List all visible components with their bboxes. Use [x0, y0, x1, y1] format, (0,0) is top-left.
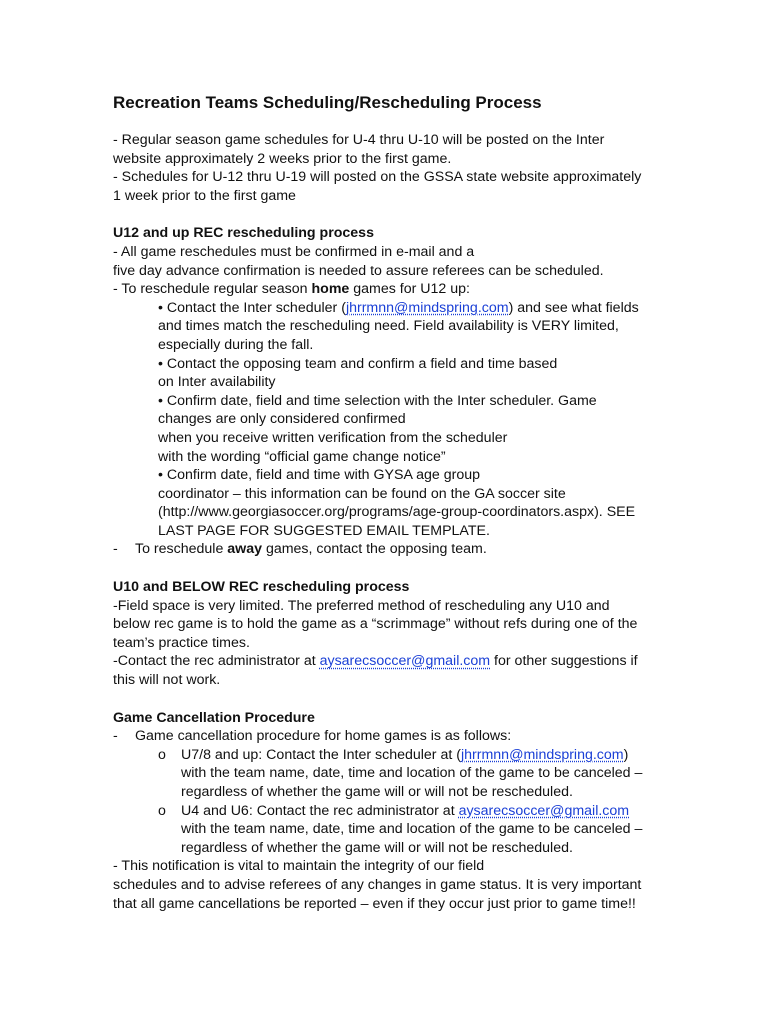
- u10-line: team’s practice times.: [113, 634, 250, 651]
- bullet-line: when you receive written verification from the scheduler: [158, 429, 508, 446]
- notification-line: that all game cancellations be reported – even if they occur just prior to game time!!: [113, 895, 636, 912]
- scheduler-email-link[interactable]: jhrrmnn@mindspring.com: [460, 746, 624, 763]
- cancellation-intro: [113, 727, 693, 746]
- bullet-line: especially during the fall.: [158, 336, 314, 353]
- text-fragment: U4 and U6: Contact the rec administrator at: [181, 802, 459, 819]
- bullet-line: and times match the rescheduling need. Field availability is VERY limited,: [158, 318, 619, 335]
- text-fragment: ): [623, 746, 629, 763]
- dash-marker: -: [113, 728, 118, 745]
- cancel-line: with the team name, date, time and location of the game to be canceled –: [181, 821, 643, 838]
- text-fragment: games, contact the opposing team.: [262, 541, 487, 558]
- cancel-line: regardless of whether the game will or will not be rescheduled.: [181, 839, 573, 856]
- text-fragment: U7/8 and up: Contact the Inter scheduler at (: [181, 746, 461, 763]
- bullet-line: with the wording “official game change notice”: [158, 448, 446, 465]
- bold-away: away: [227, 541, 262, 558]
- bullet-contact-opposing: • Contact the opposing team and confirm a field and time based: [158, 355, 558, 372]
- notification-line: schedules and to advise referees of any changes in game status. It is very important: [113, 876, 642, 893]
- bold-home: home: [311, 281, 350, 298]
- cancellation-section: [113, 709, 693, 914]
- u12-heading: U12 and up REC rescheduling process: [113, 225, 374, 242]
- intro-line: - Regular season game schedules for U-4 thru U-10 will be posted on the Inter: [113, 132, 605, 148]
- intro-section: [113, 131, 693, 205]
- text-fragment: • Contact the Inter scheduler (: [158, 299, 346, 316]
- u10-section: [113, 578, 693, 690]
- u10-line: -Field space is very limited. The preferred method of rescheduling any U10 and: [113, 597, 610, 614]
- intro-line: website approximately 2 weeks prior to the first game.: [113, 150, 452, 167]
- bullet-line: LAST PAGE FOR SUGGESTED EMAIL TEMPLATE.: [158, 522, 490, 539]
- text-fragment: Game cancellation procedure for home games is as follows:: [135, 728, 512, 745]
- u12-away-line: [113, 540, 693, 559]
- u12-line: - All game reschedules must be confirmed in e-mail and a: [113, 243, 475, 260]
- bullet-line: (http://www.georgiasoccer.org/programs/age-group-coordinators.aspx). SEE: [158, 504, 636, 521]
- document-title: Recreation Teams Scheduling/Rescheduling Process: [113, 93, 542, 112]
- circle-bullet-icon: o: [158, 802, 166, 819]
- bullet-confirm-scheduler: • Confirm date, field and time selection with the Inter scheduler. Game: [158, 392, 597, 409]
- document-page: [113, 92, 693, 913]
- cancel-line: [181, 802, 693, 821]
- u10-heading: U10 and BELOW REC rescheduling process: [113, 579, 410, 596]
- cancel-item-u4-u6: [113, 802, 693, 858]
- bullet-contact-scheduler: [158, 299, 693, 318]
- text-fragment: games for U12 up:: [349, 281, 470, 298]
- bullet-line: coordinator – this information can be found on the GA soccer site: [158, 485, 566, 502]
- rec-admin-email-link[interactable]: aysarecsoccer@gmail.com: [458, 802, 630, 819]
- scheduler-email-link[interactable]: jhrrmnn@mindspring.com: [345, 299, 509, 316]
- u12-home-line: [113, 280, 693, 299]
- cancel-item-u78: [113, 746, 693, 802]
- intro-line: 1 week prior to the first game: [113, 187, 296, 204]
- text-fragment: -Contact the rec administrator at: [113, 653, 320, 670]
- u12-section: [113, 224, 693, 559]
- bullet-confirm-gysa: • Confirm date, field and time with GYSA age group: [158, 467, 480, 484]
- circle-bullet-icon: o: [158, 746, 166, 763]
- u12-bullets: [113, 299, 693, 541]
- bullet-line: changes are only considered confirmed: [158, 411, 406, 428]
- u10-contact-line: [113, 652, 693, 671]
- cancel-line: regardless of whether the game will or will not be rescheduled.: [181, 784, 573, 800]
- cancel-line: [181, 746, 693, 765]
- u10-line: this will not work.: [113, 672, 221, 689]
- intro-line: - Schedules for U-12 thru U-19 will posted on the GSSA state website approximately: [113, 169, 642, 186]
- u10-line: below rec game is to hold the game as a “scrimmage” without refs during one of the: [113, 616, 638, 633]
- notification-line: - This notification is vital to maintain the integrity of our field: [113, 858, 485, 875]
- cancellation-heading: Game Cancellation Procedure: [113, 709, 315, 726]
- u12-line: five day advance confirmation is needed to assure referees can be scheduled.: [113, 262, 604, 279]
- text-fragment: ) and see what fields: [508, 299, 639, 316]
- bullet-line: on Inter availability: [158, 374, 276, 391]
- text-fragment: for other suggestions if: [490, 653, 638, 670]
- text-fragment: To reschedule: [135, 541, 228, 558]
- text-fragment: - To reschedule regular season: [113, 281, 312, 298]
- cancel-line: with the team name, date, time and location of the game to be canceled –: [181, 765, 643, 782]
- rec-admin-email-link[interactable]: aysarecsoccer@gmail.com: [319, 653, 491, 670]
- dash-marker: -: [113, 541, 118, 558]
